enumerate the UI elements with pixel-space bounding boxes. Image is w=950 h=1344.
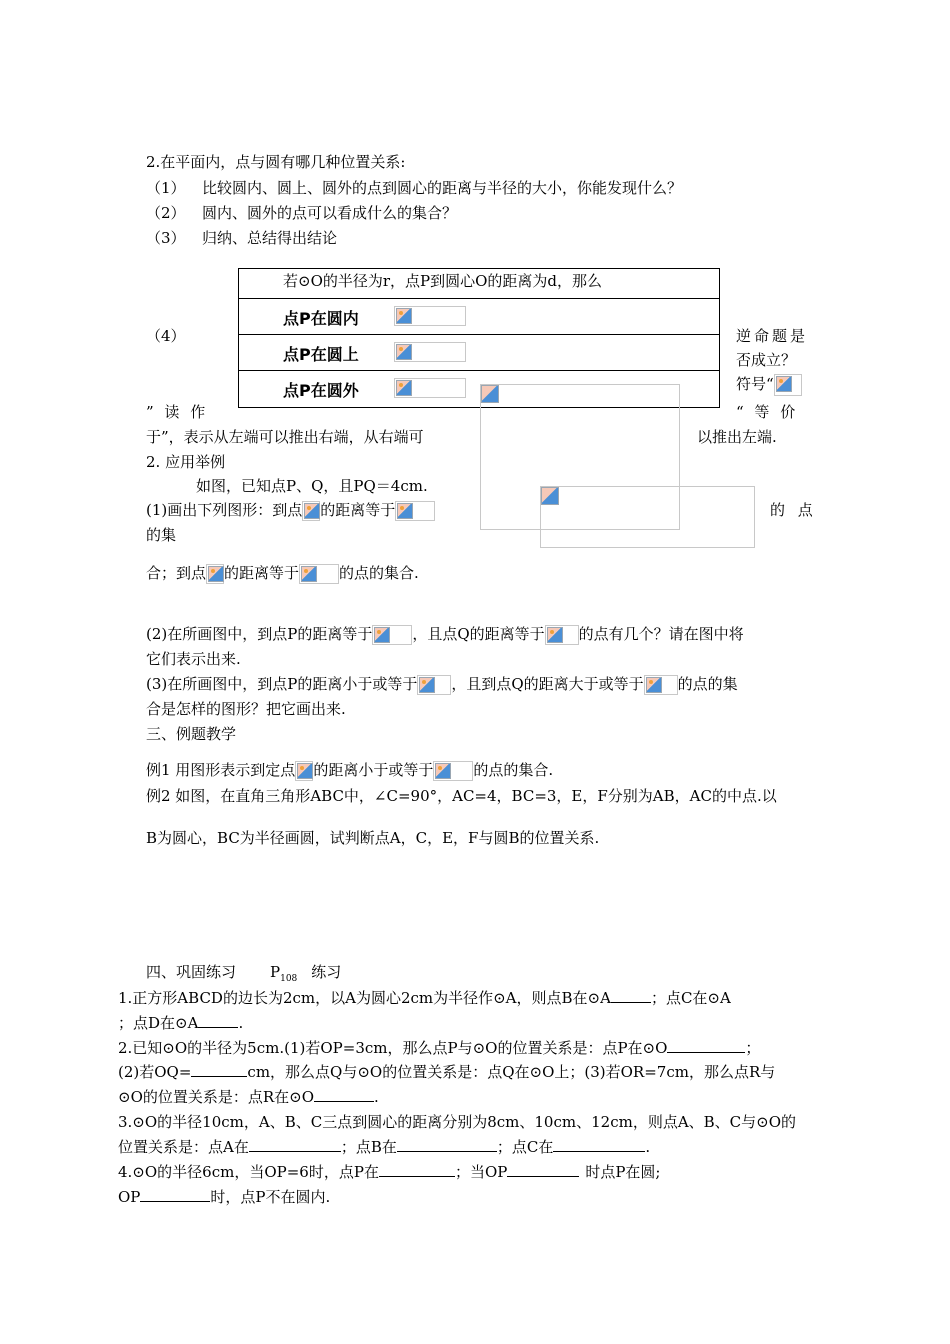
side-line-5b: 以推出左端. [697,428,777,446]
formula-image-icon [433,761,473,781]
formula-image-icon [372,625,412,645]
table-header-row [239,269,719,299]
formula-image-icon [417,675,451,695]
q4-number: （4） [146,327,186,345]
table-row-inside-label: 点P在圆内 [283,309,359,328]
formula-image-icon [299,564,339,584]
q2-text: 圆内、圆外的点可以看成什么的集合？ [202,204,458,222]
formula-image-icon [394,378,466,398]
table-row-inside [239,299,719,335]
apply-p1: (1)画出下列图形：到点 的距离等于 [146,500,435,521]
q1-text: 比较圆内、圆上、圆外的点到圆心的距离与半径的大小，你能发现什么？ [202,179,683,197]
figure-image-icon [541,487,559,505]
figure-frame-2 [540,486,755,548]
apply-p3-wrap: 它们表示出来. [146,650,241,668]
formula-image-icon [206,564,224,584]
example2-line1: 例2 如图，在直角三角形ABC中，∠C=90°，AC=4，BC=3，E，F分别为AB，AC的中点.以 [146,787,777,805]
formula-image-icon [295,761,313,781]
apply-title: 2. 应用举例 [146,453,226,471]
exercise2-line3: ⊙O的位置关系是：点R在⊙O . [118,1088,379,1106]
apply-p4-wrap: 合是怎样的图形？把它画出来. [146,700,346,718]
exercise4: 4.⊙O的半径6cm，当OP=6时，点P在 ；当OP 时点P在圆; [118,1163,661,1181]
example2-line2: B为圆心，BC为半径画圆，试判断点A，C，E，F与圆B的位置关系. [146,829,600,847]
example1: 例1 用图形表示到定点 的距离小于或等于 的点的集合. [146,761,554,779]
apply-p1-tail: 的 点 [770,501,813,519]
side-line-1: 逆命题是 [736,327,809,345]
side-line-3: 符号“ [736,374,802,396]
table-header: 若⊙O的半径为r，点P到圆心O的距离为d，那么 [283,272,603,290]
exercise2: 2.已知⊙O的半径为5cm.(1)若OP=3cm，那么点P与⊙O的位置关系是：点P在⊙O ； [118,1039,761,1057]
apply-p2: 合；到点 的距离等于 的点的集合. [146,564,419,582]
formula-image-icon [545,625,579,645]
apply-intro: 如图，已知点P、Q，且PQ＝4cm. [196,477,428,495]
apply-p3: (2)在所画图中，到点P的距离等于 ，且点Q的距离等于 的点有几个？请在图中将 [146,625,744,643]
formula-image-icon [394,306,466,326]
formula-image-icon [302,501,320,521]
formula-image-icon [644,675,678,695]
side-line-4a: ” 读 作 [146,403,206,421]
exercise2-line2: (2)若OQ= cm，那么点Q与⊙O的位置关系是：点Q在⊙O上；(3)若OR=7cm，那么点R与 [118,1063,776,1081]
exercise3-line2: 位置关系是：点A在 ；点B在 ；点C在 . [118,1138,651,1156]
side-line-4b: “ 等 价 [736,403,796,421]
apply-p4: (3)在所画图中，到点P的距离小于或等于 ，且到点Q的距离大于或等于 的点的集 [146,675,738,693]
q3-number: （3） [146,229,186,247]
exercise3: 3.⊙O的半径10cm，A、B、C三点到圆心的距离分别为8cm、10cm、12cm，则点A、B、C与⊙O的 [118,1113,797,1131]
symbol-image-icon [774,374,802,396]
exercise4-line2: OP 时，点P不在圆内. [118,1188,331,1206]
apply-p1-wrap: 的集 [146,526,177,544]
section3-title: 三、例题教学 [146,725,237,743]
exercise1: 1.正方形ABCD的边长为2cm，以A为圆心2cm为半径作⊙A，则点B在⊙A ；点C在⊙A [118,989,731,1007]
q2-number: （2） [146,204,186,222]
exercise1-wrap: ；点D在⊙A . [118,1014,244,1032]
side-line-5a: 于”，表示从左端可以推出右端，从右端可 [146,428,424,446]
section4-title: 四、巩固练习 $P_{108}$ 练习 [146,963,342,984]
formula-image-icon [394,342,466,362]
table-row-on [239,335,719,371]
q1-number: （1） [146,179,186,197]
side-line-2: 否成立？ [736,351,797,369]
figure-image-icon [481,385,499,403]
table-row-outside-label: 点P在圆外 [283,381,359,400]
q3-text: 归纳、总结得出结论 [202,229,338,247]
table-row-on-label: 点P在圆上 [283,345,359,364]
section2-title: 2.在平面内，点与圆有哪几种位置关系: [146,153,406,171]
formula-image-icon [395,501,435,521]
